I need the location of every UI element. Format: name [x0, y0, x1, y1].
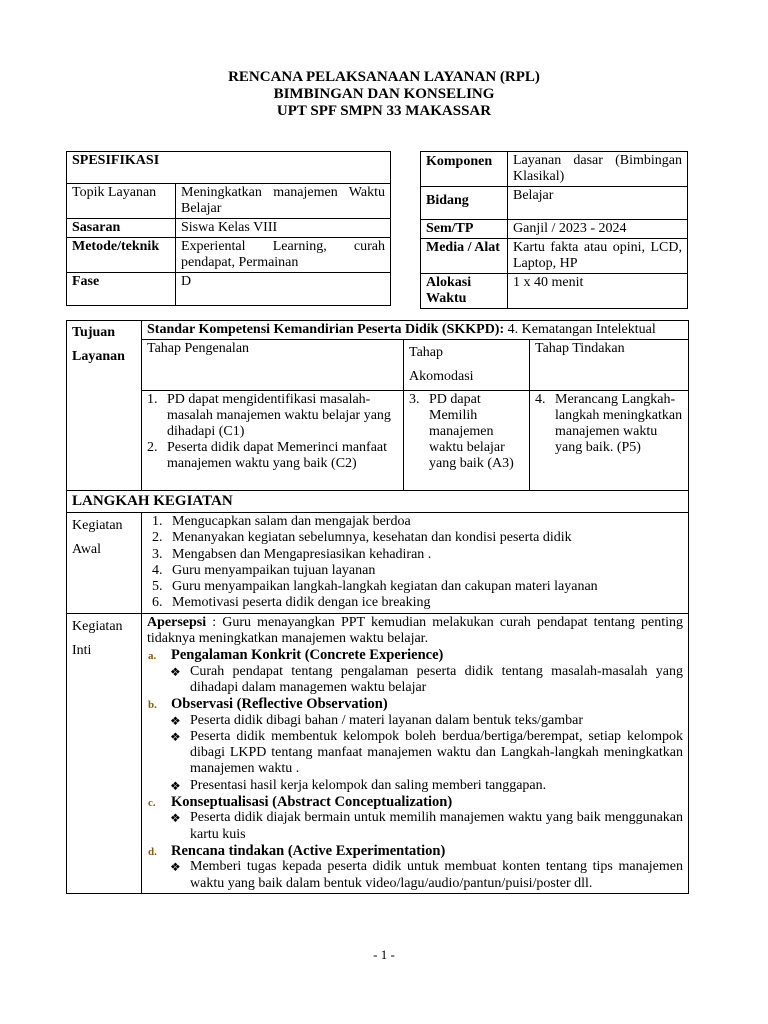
langkah-heading: LANGKAH KEGIATAN [67, 491, 689, 513]
title-line-1: RENCANA PELAKSANAAN LAYANAN (RPL) [228, 69, 540, 85]
topik-value: Meningkatkan manajemen Waktu Belajar [176, 184, 391, 219]
apersepsi [147, 615, 683, 648]
bullet-item [147, 664, 683, 697]
pengenalan-item [147, 392, 398, 440]
item-text: PD dapat mengidentifikasi masalah-masalah manajemen waktu belajar yang dihadapi (C1) [167, 392, 391, 439]
akomodasi-cell [404, 391, 530, 491]
metode-label: Metode/teknik [67, 238, 176, 273]
section-letter: c. [148, 797, 156, 810]
item-text: Mengabsen dan Mengapresiasikan kehadiran . [172, 546, 432, 562]
item-text: Guru menyampaikan langkah-langkah kegiatan dan cakupan materi layanan [172, 579, 598, 595]
section-heading [147, 696, 683, 712]
skkpd-cell [142, 321, 689, 340]
item-number: 1. [152, 514, 163, 529]
diamond-bullet-icon: ❖ [170, 713, 181, 728]
alokasi-value: 1 x 40 menit [508, 274, 688, 309]
semtp-value: Ganjil / 2023 - 2024 [508, 220, 688, 239]
bullet-text: Peserta didik membentuk kelompok boleh berdua/bertiga/berempat, setiap kelompok dibagi LKPD tentang manfaat manajemen waktu dan Langkah-langkah meningkatkan manajemen waktu . [190, 728, 683, 777]
media-label: Media / Alat [421, 239, 508, 274]
awal-item [152, 563, 683, 579]
section-letter: b. [148, 699, 157, 712]
skkpd-title: Standar Kompetensi Kemandirian Peserta Didik (SKKPD): [147, 322, 505, 337]
diamond-bullet-icon: ❖ [170, 729, 181, 744]
section-title: Konseptualisasi (Abstract Conceptualization) [171, 794, 453, 811]
item-text: Mengucapkan salam dan mengajak berdoa [172, 514, 411, 529]
diamond-bullet-icon: ❖ [170, 860, 181, 875]
media-value: Kartu fakta atau opini, LCD, Laptop, HP [508, 239, 688, 274]
page-number: - 1 - [373, 947, 395, 962]
tujuan-label [67, 321, 142, 491]
bullet-text: Peserta didik dibagi bahan / materi layanan dalam bentuk teks/gambar [190, 712, 584, 728]
awal-item [152, 579, 683, 595]
awal-item [152, 514, 683, 530]
bullet-item [147, 778, 683, 794]
bullet-text: Peserta didik diajak bermain untuk memilih manajemen waktu yang baik menggunakan kartu kuis [190, 810, 683, 842]
item-text: Guru menyampaikan tujuan layanan [172, 562, 376, 578]
main-table [66, 320, 689, 894]
item-number: 1. [147, 392, 158, 407]
tujuan-label-line2: Layanan [72, 349, 125, 364]
awal-item [152, 595, 683, 611]
item-number: 2. [152, 530, 163, 546]
alokasi-label: Alokasi Waktu [421, 274, 508, 309]
kegiatan-inti-label-1: Kegiatan [72, 618, 123, 634]
skkpd-value: 4. Kematangan Intelektual [504, 322, 656, 337]
diamond-bullet-icon: ❖ [170, 811, 181, 826]
bullet-text: Presentasi hasil kerja kelompok dan saling memberi tanggapan. [190, 777, 547, 793]
fase-label: Fase [67, 273, 176, 306]
item-number: 4. [152, 562, 163, 578]
diamond-bullet-icon: ❖ [170, 778, 181, 793]
item-text: Menanyakan kegiatan sebelumnya, kesehatan dan kondisi peserta didik [172, 530, 572, 546]
tahap-tindakan-head: Tahap Tindakan [530, 340, 689, 391]
tahap-akomodasi-head [404, 340, 530, 391]
awal-item [152, 530, 683, 546]
bullet-item [147, 729, 683, 778]
kegiatan-awal-label-2: Awal [72, 542, 102, 557]
tahap-pengenalan-head: Tahap Pengenalan [142, 340, 404, 391]
spesifikasi-table [66, 151, 391, 306]
item-number: 6. [152, 595, 163, 611]
title-line-2: BIMBINGAN DAN KONSELING [273, 86, 495, 102]
doc-title [0, 69, 768, 120]
awal-item [152, 547, 683, 563]
apersepsi-text: : Guru menayangkan PPT kemudian melakukan curah pendapat tentang penting tidaknya meningkatkan manajemen waktu belajar. [147, 614, 683, 647]
fase-value: D [176, 273, 391, 306]
section-title: Pengalaman Konkrit (Concrete Experience) [171, 647, 444, 664]
sasaran-value: Siswa Kelas VIII [176, 219, 391, 238]
title-line-3: UPT SPF SMPN 33 MAKASSAR [276, 103, 492, 119]
metode-value: Experiental Learning, curah pendapat, Permainan [176, 238, 391, 273]
item-text: PD dapat Memilih manajemen waktu belajar yang baik (A3) [429, 392, 514, 471]
tindakan-cell [530, 391, 689, 491]
section-heading [147, 843, 683, 859]
bullet-item [147, 859, 683, 892]
section-heading [147, 647, 683, 663]
kegiatan-inti-content [142, 613, 689, 893]
section-title: Rencana tindakan (Active Experimentation) [171, 842, 446, 859]
semtp-label: Sem/TP [421, 220, 508, 239]
kegiatan-awal-label [67, 513, 142, 614]
tindakan-item [535, 392, 683, 456]
tujuan-label-line1: Tujuan [72, 325, 116, 340]
item-number: 3. [152, 546, 163, 562]
komponen-label: Komponen [421, 152, 508, 187]
tahap-akomodasi-head-2: Akomodasi [409, 369, 474, 384]
bullet-text: Curah pendapat tentang pengalaman peserta didik tentang masalah-masalah yang dihadapi dalam managemen waktu belajar [190, 663, 683, 695]
section-letter: d. [148, 845, 157, 858]
komponen-value: Layanan dasar (Bimbingan Klasikal) [508, 152, 688, 187]
topik-label: Topik Layanan [67, 184, 176, 219]
kegiatan-inti-label [67, 613, 142, 893]
section-heading [147, 794, 683, 810]
pengenalan-item [147, 440, 398, 472]
kegiatan-awal-label-1: Kegiatan [72, 518, 123, 533]
bidang-label: Bidang [421, 187, 508, 220]
bullet-text: Memberi tugas kepada peserta didik untuk membuat konten tentang tips manajemen waktu yang baik dalam bentuk video/lagu/audio/pantun/puisi/poster dll. [190, 859, 683, 891]
item-number: 3. [409, 392, 420, 407]
kegiatan-inti-label-2: Inti [72, 642, 92, 658]
pengenalan-cell [142, 391, 404, 491]
item-text: Memotivasi peserta didik dengan ice breaking [172, 595, 431, 611]
bullet-item [147, 810, 683, 843]
item-number: 5. [152, 579, 163, 595]
apersepsi-label: Apersepsi [147, 614, 207, 630]
bullet-item [147, 713, 683, 729]
diamond-bullet-icon: ❖ [170, 664, 181, 679]
item-text: Peserta didik dapat Memerinci manfaat manajemen waktu yang baik (C2) [167, 440, 388, 471]
item-number: 4. [535, 392, 546, 407]
komponen-table [420, 151, 688, 309]
spesifikasi-heading: SPESIFIKASI [67, 152, 391, 184]
section-title: Observasi (Reflective Observation) [171, 696, 388, 713]
bidang-value: Belajar [508, 187, 688, 220]
sasaran-label: Sasaran [67, 219, 176, 238]
item-number: 2. [147, 440, 158, 455]
tahap-akomodasi-head-1: Tahap [409, 345, 444, 360]
section-letter: a. [148, 650, 157, 663]
akomodasi-item [409, 392, 524, 472]
item-text: Merancang Langkah-langkah meningkatkan manajemen waktu yang baik. (P5) [555, 392, 683, 455]
kegiatan-awal-list [142, 513, 689, 614]
